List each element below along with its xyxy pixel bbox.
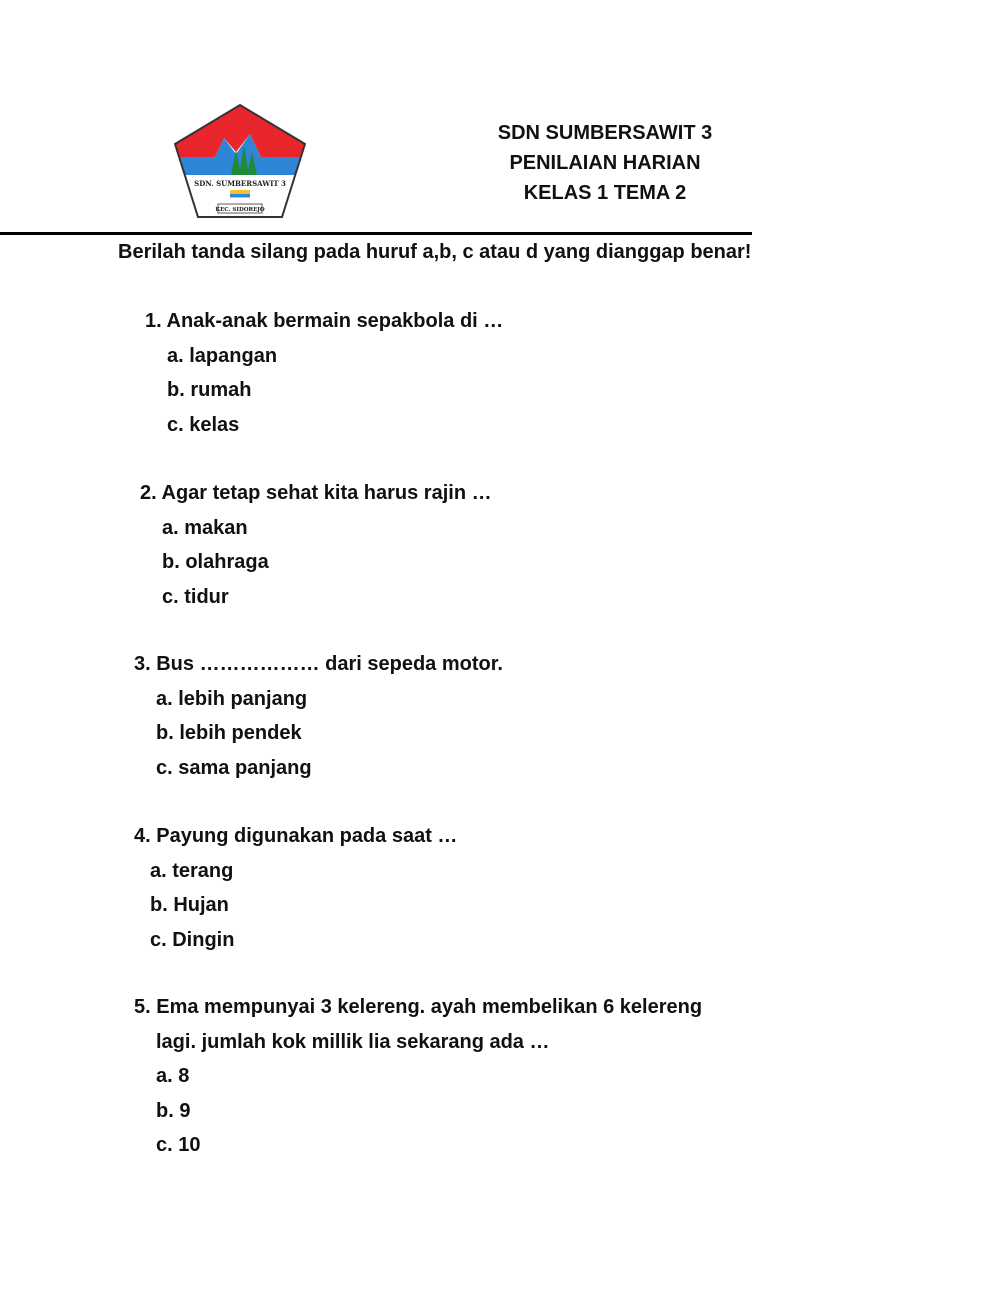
question-text-continued: lagi. jumlah kok millik lia sekarang ada … <box>156 1030 550 1053</box>
option-b[interactable]: b. lebih pendek <box>156 722 302 744</box>
option-b[interactable]: b. Hujan <box>150 894 229 916</box>
option-c[interactable]: c. sama panjang <box>156 756 312 779</box>
question-1 <box>145 304 503 442</box>
header-divider <box>0 232 752 235</box>
question-2 <box>140 476 492 614</box>
question-text: 5. Ema mempunyai 3 kelereng. ayah membelikan 6 kelereng <box>134 996 703 1018</box>
option-a[interactable]: a. lebih panjang <box>156 687 308 710</box>
option-b[interactable]: b. olahraga <box>162 551 269 573</box>
question-5 <box>134 990 702 1163</box>
option-c[interactable]: c. tidur <box>162 585 229 608</box>
option-c[interactable]: c. kelas <box>167 413 240 436</box>
question-text: 2. Agar tetap sehat kita harus rajin … <box>140 482 492 504</box>
instruction-text: Berilah tanda silang pada huruf a,b, c atau d yang dianggap benar! <box>118 241 752 263</box>
option-b[interactable]: b. 9 <box>156 1099 191 1122</box>
option-a[interactable]: a. 8 <box>156 1065 190 1087</box>
option-a[interactable]: a. terang <box>150 859 234 882</box>
option-b[interactable]: b. rumah <box>167 379 252 401</box>
question-text: 3. Bus ……………… dari sepeda motor. <box>134 653 503 675</box>
logo-school-name: SDN. SUMBERSAWIT 3 <box>194 179 286 188</box>
option-c[interactable]: c. Dingin <box>150 928 235 951</box>
option-c[interactable]: c. 10 <box>156 1134 201 1156</box>
option-a[interactable]: a. makan <box>162 516 248 539</box>
question-text: 1. Anak-anak bermain sepakbola di … <box>145 310 504 332</box>
class-theme-title: KELAS 1 TEMA 2 <box>523 182 687 204</box>
assessment-title: PENILAIAN HARIAN <box>509 152 701 174</box>
question-3 <box>134 647 503 785</box>
document-header <box>460 118 750 208</box>
school-logo <box>172 102 308 220</box>
school-title: SDN SUMBERSAWIT 3 <box>497 122 713 144</box>
question-4 <box>134 819 457 957</box>
option-a[interactable]: a. lapangan <box>167 344 278 367</box>
question-text: 4. Payung digunakan pada saat … <box>134 825 458 847</box>
logo-district: KEC. SIDOREJO <box>215 207 265 213</box>
